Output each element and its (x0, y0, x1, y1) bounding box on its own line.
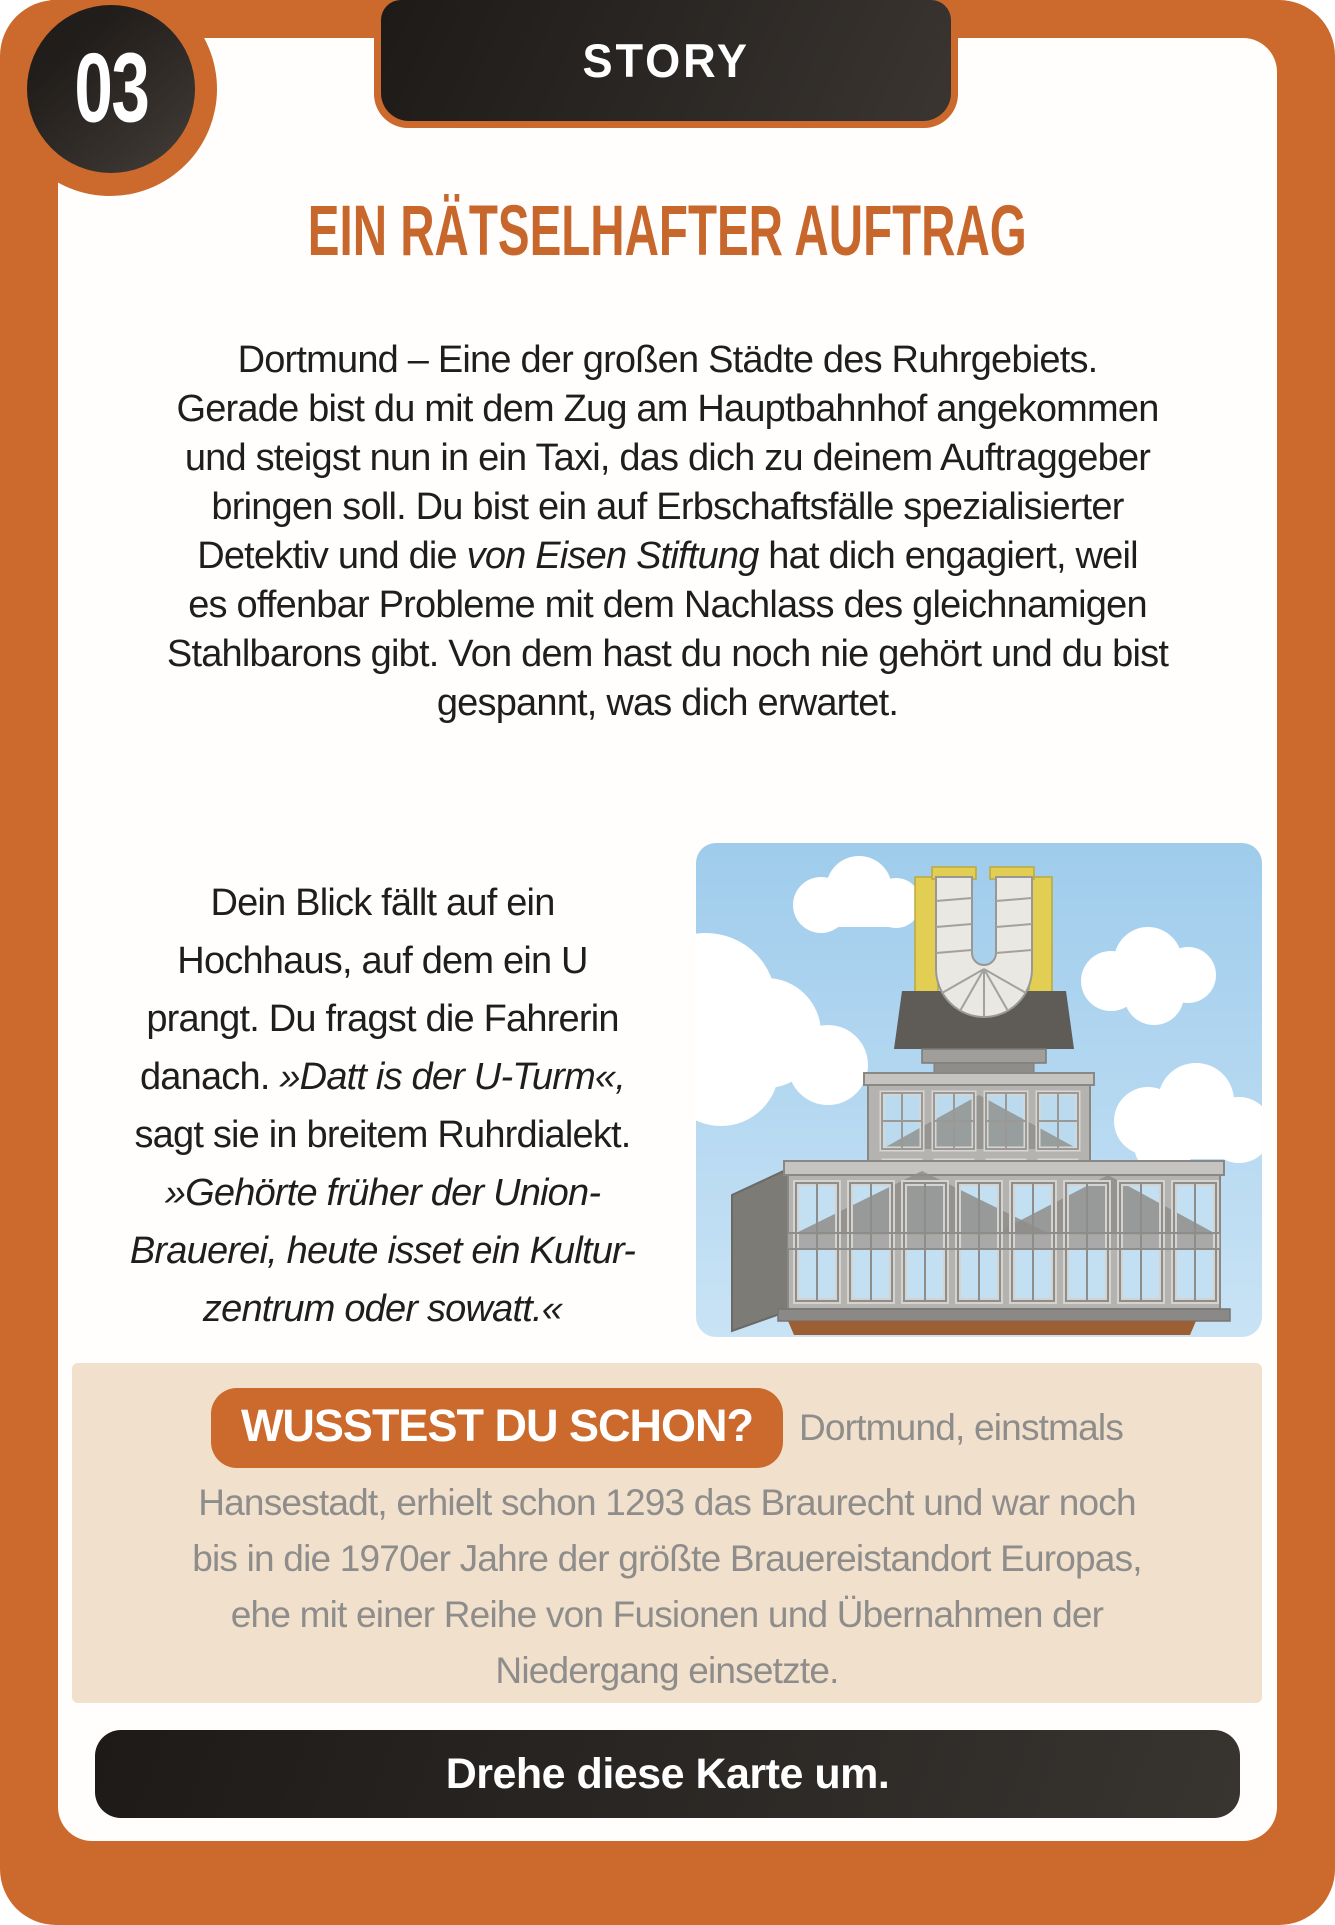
story-line-segment: hat dich engagiert, weil (758, 535, 1138, 577)
card-number: 03 (73, 33, 149, 144)
story-line: gespannt, was dich erwartet. (436, 682, 899, 724)
story-line: Dortmund – Eine der großen Städte des Ruhrgebiets. (237, 339, 1098, 381)
flip-card-button[interactable] (95, 1730, 1240, 1818)
category-banner (374, 0, 958, 128)
category-banner-plate (381, 0, 951, 121)
story-line: sagt sie in breitem Ruhrdialekt. (134, 1114, 631, 1156)
fact-text-segment: Dortmund, einstmals (798, 1407, 1124, 1448)
story-line-italic: Brauerei, heute isset ein Kultur- (129, 1230, 636, 1272)
story-line: bringen soll. Du bist ein auf Erbschaftsfälle spezialisierter (211, 486, 1124, 528)
flip-card-label: Drehe diese Karte um. (445, 1749, 890, 1798)
fact-line: ehe mit einer Reihe von Fusionen und Übernahmen der (230, 1594, 1104, 1635)
story-line: Hochhaus, auf dem ein U (177, 940, 588, 982)
did-you-know-box (72, 1363, 1262, 1703)
fact-line: Hansestadt, erhielt schon 1293 das Braurecht und war noch (198, 1482, 1136, 1523)
story-paragraph-2 (70, 874, 695, 1338)
fact-line: Niedergang einsetzte. (495, 1650, 839, 1691)
story-line: prangt. Du fragst die Fahrerin (146, 998, 619, 1040)
story-line-segment: Detektiv und die (197, 535, 467, 577)
story-paragraph-1 (0, 336, 1335, 728)
fact-line: bis in die 1970er Jahre der größte Brauereistandort Europas, (192, 1538, 1142, 1579)
dortmund-u-turm-building-icon (696, 843, 1262, 1337)
story-line: Stahlbarons gibt. Von dem hast du noch nie gehört und du bist (166, 633, 1169, 675)
story-line: Gerade bist du mit dem Zug am Hauptbahnhof angekommen (176, 388, 1159, 430)
story-line-italic: »Gehörte früher der Union- (164, 1172, 601, 1214)
story-line: Dein Blick fällt auf ein (210, 882, 555, 924)
story-line (70, 1048, 695, 1106)
story-line-italic: zentrum oder sowatt.« (202, 1288, 563, 1330)
did-you-know-headline (72, 1383, 1262, 1473)
category-banner-label: STORY (582, 34, 750, 87)
story-line-segment-italic: »Datt is der U-Turm«, (279, 1056, 626, 1098)
story-line (0, 532, 1335, 581)
story-line-segment: danach. (139, 1056, 280, 1098)
story-line-segment-italic: von Eisen Stiftung (466, 535, 759, 577)
card-number-badge (27, 5, 195, 173)
card-title (0, 192, 1335, 268)
card-title-text: EIN RÄTSELHAFTER AUFTRAG (308, 190, 1027, 270)
did-you-know-badge: WUSSTEST DU SCHON? (211, 1388, 783, 1468)
story-line: und steigst nun in ein Taxi, das dich zu deinem Auftraggeber (184, 437, 1151, 479)
u-turm-illustration (696, 843, 1262, 1337)
story-line: es offenbar Probleme mit dem Nachlass des gleichnamigen (188, 584, 1147, 626)
